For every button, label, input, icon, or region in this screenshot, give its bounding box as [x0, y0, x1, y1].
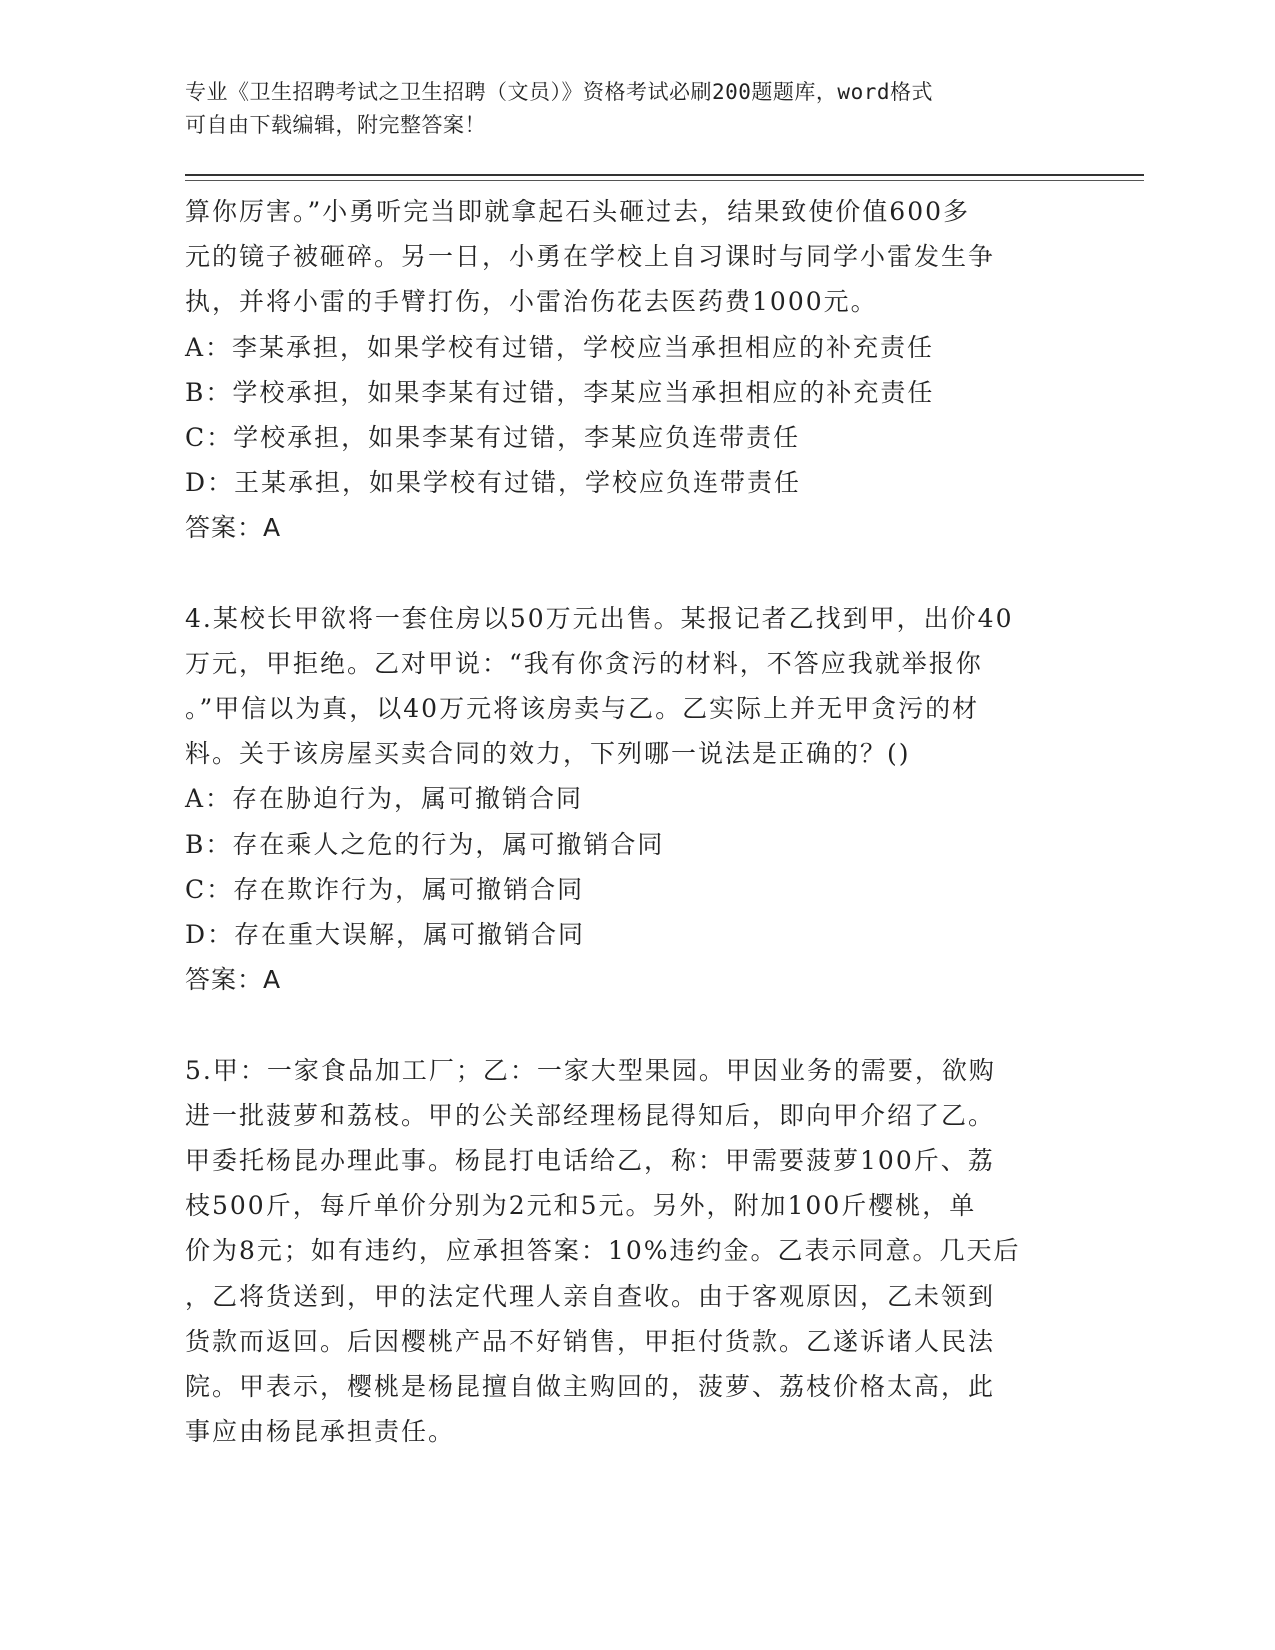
answer-line: 答案：A [185, 513, 282, 543]
option-c: C：存在欺诈行为，属可撤销合同 [185, 874, 585, 904]
question-text-line: 价为8元；如有违约，应承担答案：10%违约金。乙表示同意。几天后 [185, 1236, 1021, 1266]
option-d: D：存在重大误解，属可撤销合同 [185, 920, 586, 949]
question-text-line: 进一批菠萝和荔枝。甲的公关部经理杨昆得知后，即向甲介绍了乙。 [185, 1100, 996, 1130]
question-text-line: 算你厉害。”小勇听完当即就拿起石头砸过去，结果致使价值600多 [185, 197, 971, 226]
answer-line: 答案：A [185, 965, 282, 995]
option-b: B：学校承担，如果李某有过错，李某应当承担相应的补充责任 [185, 377, 935, 407]
header-title-line-1: 专业《卫生招聘考试之卫生招聘（文员）》资格考试必刷200题题库，word格式 [185, 80, 933, 104]
option-c: C：学校承担，如果李某有过错，李某应负连带责任 [185, 422, 801, 452]
question-text-line: 执，并将小雷的手臂打伤，小雷治伤花去医药费1000元。 [185, 287, 878, 317]
header-divider-thick [185, 174, 1144, 176]
option-a: A：存在胁迫行为，属可撤销合同 [185, 784, 584, 814]
document-body [185, 189, 1085, 1454]
question-text-line: 元的镜子被砸碎。另一日，小勇在学校上自习课时与同学小雷发生争 [185, 242, 996, 272]
option-a: A：李某承担，如果学校有过错，学校应当承担相应的补充责任 [185, 332, 935, 362]
question-text-line: 枝500斤，每斤单价分别为2元和5元。另外，附加100斤樱桃，单 [185, 1191, 977, 1221]
option-b: B：存在乘人之危的行为，属可撤销合同 [185, 829, 665, 859]
question-text-line: 万元，甲拒绝。乙对甲说：“我有你贪污的材料，不答应我就举报你 [185, 648, 983, 678]
paragraph-spacer [185, 551, 1085, 596]
question-text-line: 料。关于该房屋买卖合同的效力，下列哪一说法是正确的？() [185, 739, 911, 769]
question-3-continuation [185, 189, 1085, 551]
question-text-line: 。”甲信以为真，以40万元将该房卖与乙。乙实际上并无甲贪污的材 [185, 694, 980, 724]
question-text-line: 甲委托杨昆办理此事。杨昆打电话给乙，称：甲需要菠萝100斤、荔 [185, 1145, 995, 1175]
question-text-line: 5.甲：一家食品加工厂；乙：一家大型果园。甲因业务的需要，欲购 [185, 1055, 996, 1085]
question-5 [185, 1048, 1085, 1455]
header-title-line-2: 可自由下载编辑，附完整答案！ [185, 113, 486, 137]
question-text-line: ，乙将货送到，甲的法定代理人亲自查收。由于客观原因，乙未领到 [185, 1281, 996, 1311]
page-header [185, 76, 1065, 142]
question-text-line: 货款而返回。后因樱桃产品不好销售，甲拒付货款。乙遂诉诸人民法 [185, 1326, 996, 1356]
header-divider-thin [185, 180, 1144, 181]
question-text-line: 院。甲表示，樱桃是杨昆擅自做主购回的，菠萝、荔枝价格太高，此 [185, 1371, 996, 1401]
question-4 [185, 596, 1085, 1003]
question-text-line: 事应由杨昆承担责任。 [185, 1417, 456, 1447]
option-d: D：王某承担，如果学校有过错，学校应负连带责任 [185, 468, 802, 498]
question-text-line: 4.某校长甲欲将一套住房以50万元出售。某报记者乙找到甲，出价40 [185, 603, 1014, 633]
paragraph-spacer [185, 1002, 1085, 1047]
